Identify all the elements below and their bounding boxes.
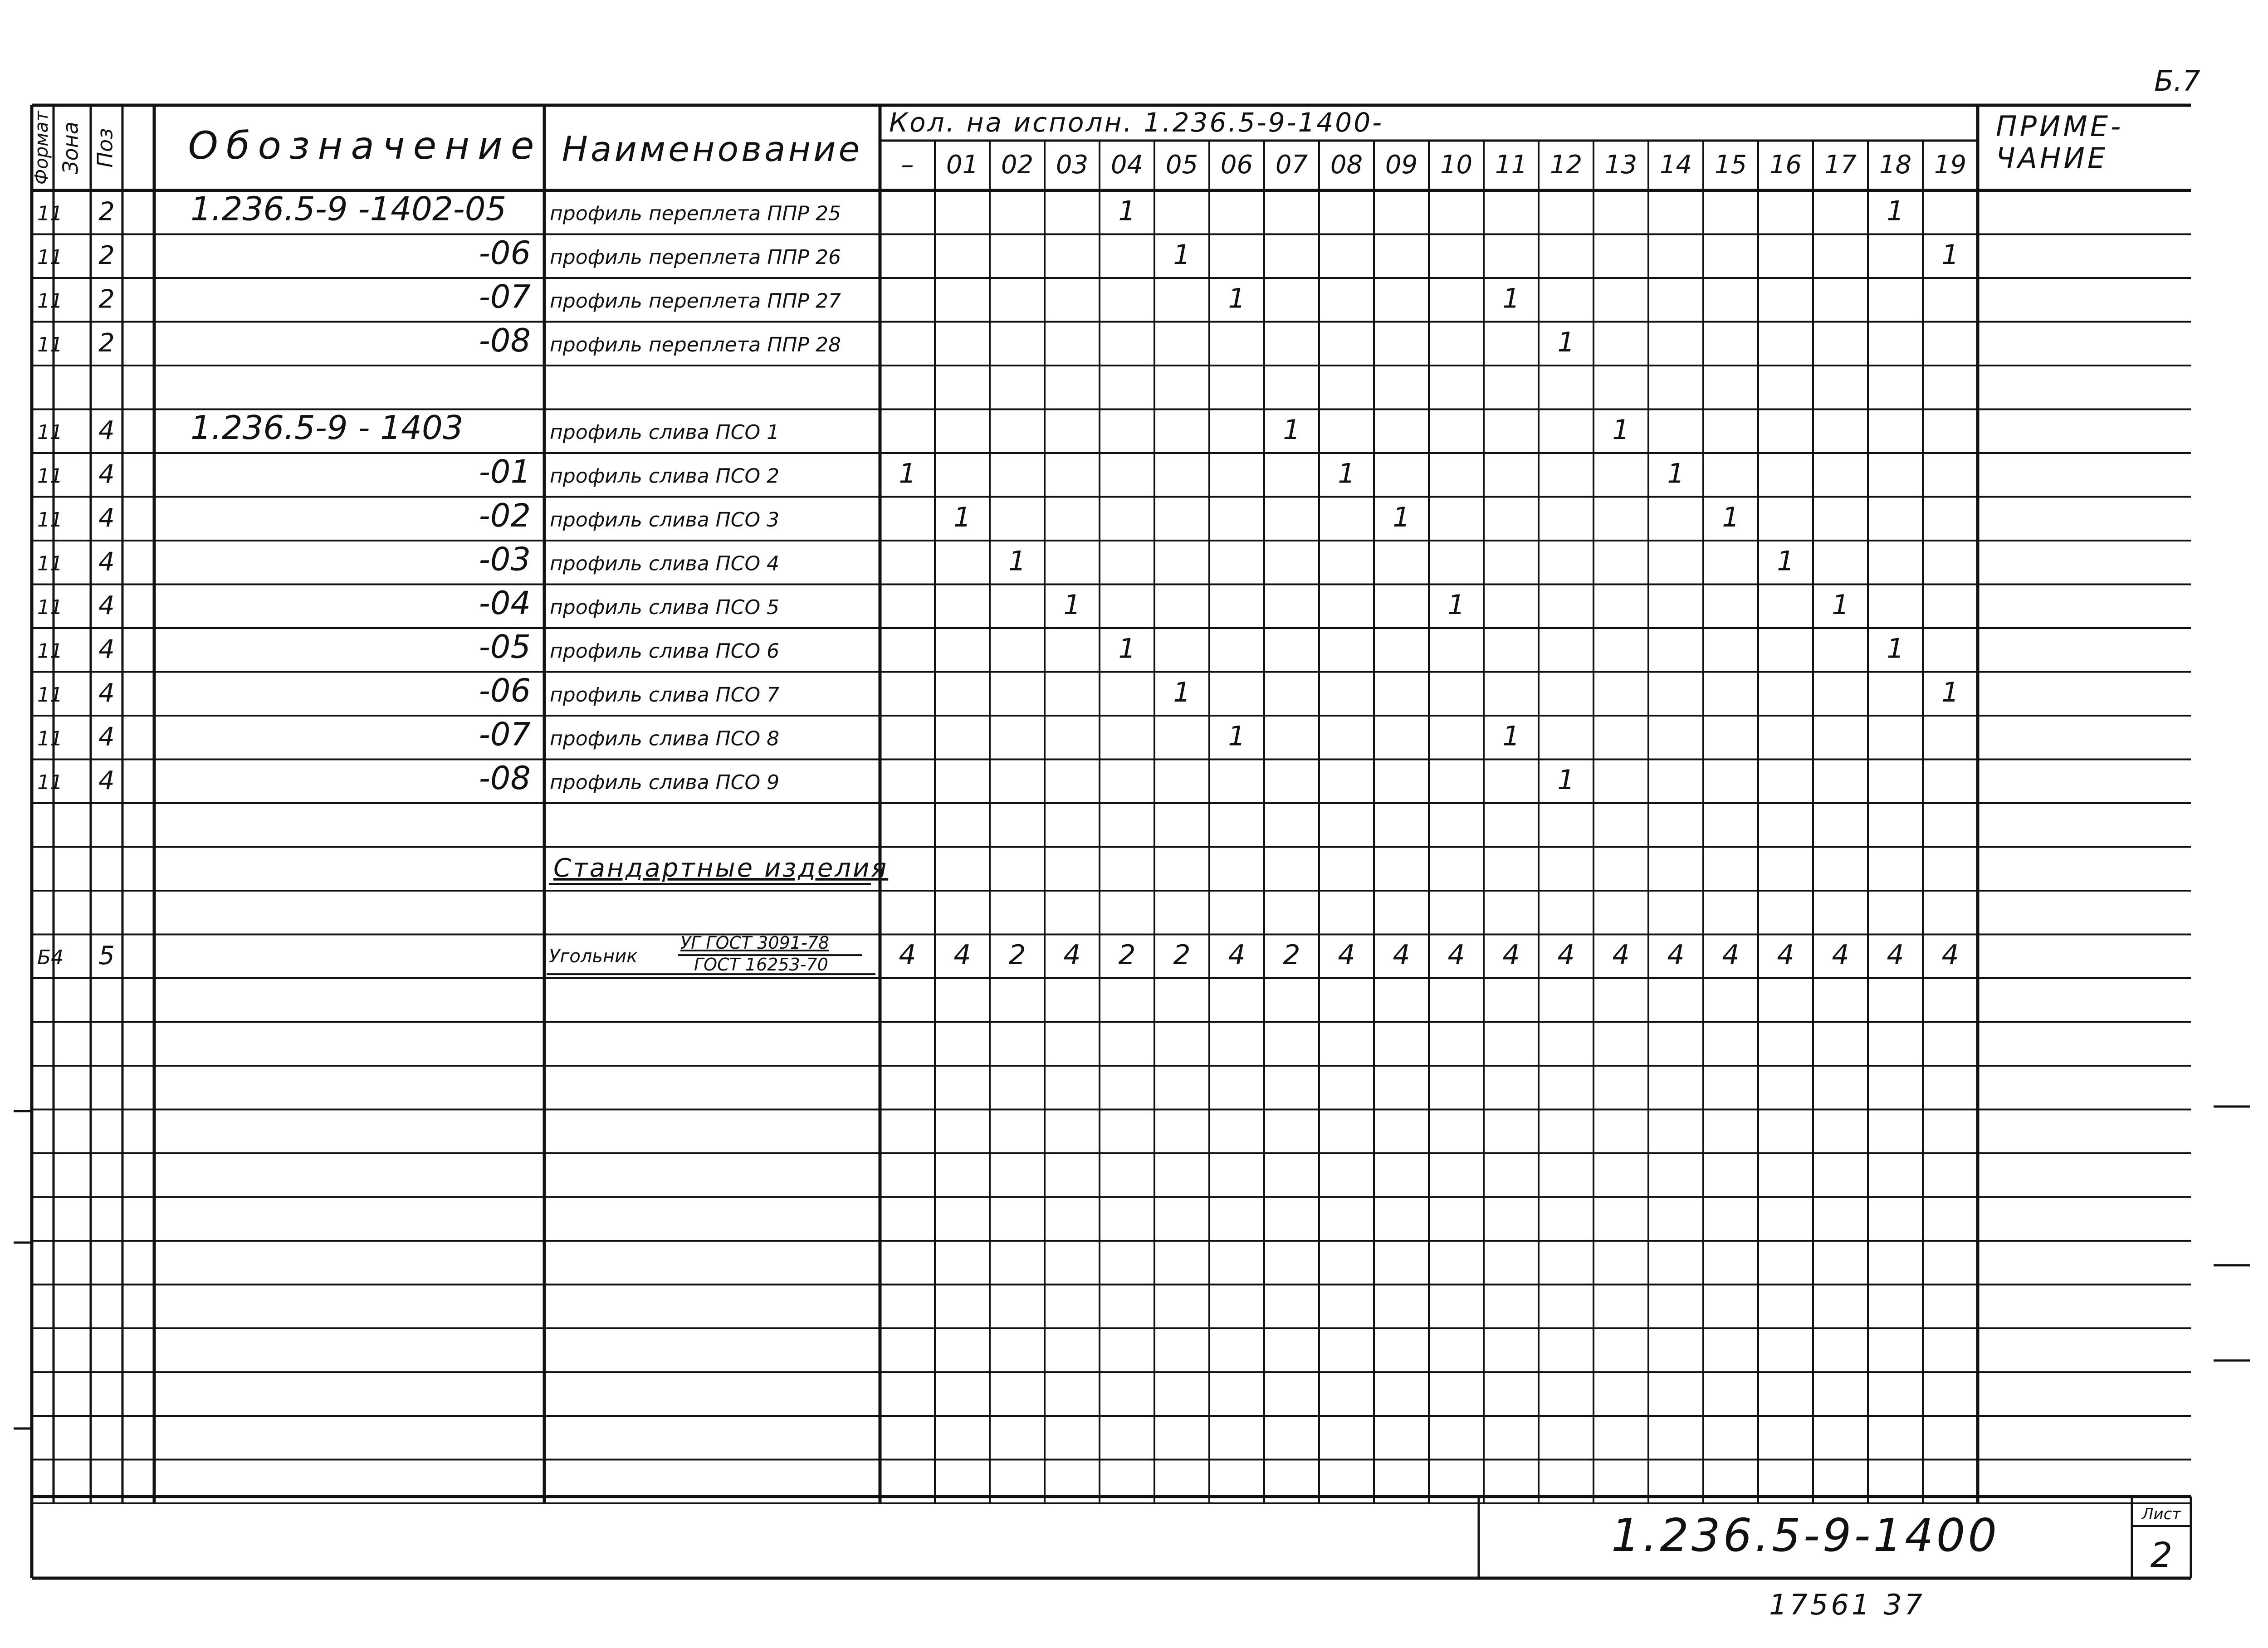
cell-format: 11 (37, 421, 63, 444)
footer-number: 17561 37 (1769, 1588, 1925, 1621)
cell-name-fraction-bottom: ГОСТ 16253-70 (694, 955, 828, 975)
table-header (31, 107, 2123, 185)
qty-cell-15: 4 (1722, 939, 1740, 971)
cell-format: 11 (37, 464, 63, 488)
cell-name: профиль слива ПСО 8 (550, 727, 780, 751)
cell-name: профиль слива ПСО 7 (550, 683, 780, 707)
variant-header-7: 07 (1275, 150, 1308, 180)
qty-cell-8: 4 (1338, 939, 1355, 971)
qty-cell-5: 1 (1173, 677, 1191, 709)
qty-cell-18: 1 (1887, 633, 1904, 665)
qty-cell-17: 4 (1832, 939, 1849, 971)
qty-cell-6: 1 (1228, 720, 1246, 752)
qty-cell-19: 1 (1941, 239, 1959, 271)
table-row (37, 585, 1849, 622)
qty-cell-11: 4 (1502, 939, 1520, 971)
table-row (37, 629, 1904, 666)
qty-cell-19: 4 (1941, 939, 1959, 971)
table-row (37, 716, 1520, 753)
table-row (37, 322, 1575, 359)
cell-name: профиль слива ПСО 4 (550, 552, 780, 575)
qty-cell-3: 4 (1063, 939, 1081, 971)
cell-name-section: Стандартные изделия (553, 853, 889, 883)
document-code: 1.236.5-9-1400 (1611, 1509, 1999, 1562)
table-row (37, 760, 1575, 797)
cell-designation: -08 (479, 322, 531, 360)
cell-designation: -06 (479, 672, 531, 710)
table-body (37, 190, 1959, 975)
cell-designation: -07 (479, 278, 531, 316)
cell-format: 11 (37, 508, 63, 532)
variant-header-16: 16 (1769, 150, 1802, 180)
variant-header-15: 15 (1714, 150, 1747, 180)
qty-cell-9: 1 (1393, 502, 1410, 534)
qty-cell-12: 4 (1557, 939, 1575, 971)
cell-name: профиль слива ПСО 1 (550, 421, 780, 444)
qty-cell-5: 1 (1173, 239, 1191, 271)
variant-header-5: 05 (1165, 150, 1198, 180)
cell-name: профиль слива ПСО 5 (550, 596, 780, 619)
cell-format: 11 (37, 289, 63, 313)
variant-header-3: 03 (1056, 150, 1089, 180)
cell-name: профиль слива ПСО 3 (550, 508, 780, 532)
cell-pos: 2 (98, 197, 115, 227)
cell-name: профиль переплета ППР 28 (550, 333, 841, 357)
qty-cell-16: 1 (1777, 545, 1794, 577)
cell-pos: 4 (98, 459, 115, 489)
cell-pos: 5 (98, 941, 115, 971)
cell-pos: 4 (98, 503, 115, 533)
table-row (549, 853, 888, 884)
cell-pos: 2 (98, 328, 115, 358)
cell-pos: 4 (98, 722, 115, 752)
variant-header-9: 09 (1385, 150, 1418, 180)
qty-cell-12: 1 (1557, 327, 1575, 359)
cell-format: Б4 (37, 946, 64, 970)
qty-cell-4: 1 (1118, 633, 1136, 665)
header-designation: Обозначение (188, 123, 543, 168)
header-format: Формат (31, 111, 52, 185)
cell-pos: 2 (98, 284, 115, 314)
cell-designation: -01 (479, 453, 531, 491)
qty-cell-8: 1 (1338, 458, 1355, 490)
header-name: Наименование (562, 129, 863, 169)
qty-cell-6: 1 (1228, 283, 1246, 315)
cell-designation: -02 (479, 497, 531, 535)
header-qty-caption: Кол. на исполн. 1.236.5-9-1400- (889, 107, 1384, 138)
cell-pos: 4 (98, 416, 115, 446)
cell-designation: -06 (479, 234, 531, 272)
cell-format: 11 (37, 246, 63, 269)
cell-format: 11 (37, 639, 63, 663)
table-row (37, 234, 1959, 272)
qty-cell-19: 1 (1941, 677, 1959, 709)
qty-cell-15: 1 (1722, 502, 1740, 534)
title-block (14, 64, 2250, 1621)
table-row (37, 453, 1685, 491)
cell-name: профиль переплета ППР 26 (550, 246, 841, 269)
cell-designation: -08 (479, 760, 531, 797)
cell-name: профиль переплета ППР 25 (550, 202, 841, 225)
variant-header-17: 17 (1824, 150, 1857, 180)
qty-cell-3: 1 (1063, 589, 1081, 621)
cell-format: 11 (37, 202, 63, 225)
qty-cell-11: 1 (1502, 720, 1520, 752)
table-row (37, 190, 1904, 228)
variant-header-13: 13 (1604, 150, 1637, 180)
variant-header-6: 06 (1220, 150, 1253, 180)
variant-header-4: 04 (1110, 150, 1144, 180)
header-pos: Поз (93, 128, 117, 168)
qty-cell-7: 1 (1283, 414, 1300, 446)
qty-cell-9: 4 (1393, 939, 1410, 971)
variant-header-11: 11 (1495, 150, 1528, 180)
sheet-label: Лист (2141, 1505, 2181, 1523)
cell-name: профиль переплета ППР 27 (550, 289, 841, 313)
table-row (37, 541, 1794, 578)
header-note-cont: ЧАНИЕ (1996, 141, 2108, 175)
qty-cell-12: 1 (1557, 764, 1575, 796)
qty-cell-0: 4 (899, 939, 916, 971)
qty-cell-10: 4 (1447, 939, 1465, 971)
variant-header-2: 02 (1001, 150, 1034, 180)
cell-designation: -03 (479, 541, 531, 578)
qty-cell-0: 1 (899, 458, 916, 490)
cell-name: профиль слива ПСО 9 (550, 771, 780, 795)
cell-format: 11 (37, 333, 63, 357)
qty-cell-4: 2 (1118, 939, 1136, 971)
qty-cell-13: 1 (1612, 414, 1630, 446)
qty-cell-6: 4 (1228, 939, 1246, 971)
cell-designation: 1.236.5-9 - 1403 (191, 409, 464, 447)
variant-header-10: 10 (1440, 150, 1473, 180)
cell-name: профиль слива ПСО 6 (550, 639, 780, 663)
qty-cell-18: 4 (1887, 939, 1904, 971)
qty-cell-16: 4 (1777, 939, 1794, 971)
sheet-number: 2 (2150, 1535, 2173, 1575)
variant-header-14: 14 (1659, 150, 1692, 180)
cell-name: Угольник (549, 946, 638, 967)
qty-cell-2: 2 (1008, 939, 1026, 971)
qty-cell-18: 1 (1887, 195, 1904, 227)
header-note: ПРИМЕ- (1996, 110, 2124, 143)
variant-header-19: 19 (1934, 150, 1967, 180)
variant-header-8: 08 (1330, 150, 1363, 180)
qty-cell-7: 2 (1283, 939, 1300, 971)
table-row (37, 409, 1630, 447)
variant-header-1: 01 (946, 150, 979, 180)
cell-designation: -07 (479, 716, 531, 753)
variant-header-0: – (901, 150, 914, 180)
variant-header-18: 18 (1879, 150, 1912, 180)
qty-cell-13: 4 (1612, 939, 1630, 971)
cell-designation: -05 (479, 628, 531, 666)
qty-cell-1: 4 (953, 939, 971, 971)
qty-cell-14: 4 (1667, 939, 1685, 971)
cell-pos: 4 (98, 634, 115, 664)
cell-format: 11 (37, 596, 63, 619)
qty-cell-11: 1 (1502, 283, 1520, 315)
qty-cell-2: 1 (1008, 545, 1026, 577)
cell-designation: -04 (479, 585, 531, 622)
cell-format: 11 (37, 727, 63, 751)
cell-pos: 4 (98, 591, 115, 621)
cell-format: 11 (37, 552, 63, 575)
cell-pos: 4 (98, 678, 115, 708)
cell-format: 11 (37, 771, 63, 795)
qty-cell-1: 1 (953, 502, 971, 534)
header-zone: Зона (58, 122, 83, 174)
qty-cell-5: 2 (1173, 939, 1191, 971)
table-row (37, 933, 1959, 975)
cell-format: 11 (37, 683, 63, 707)
qty-cell-10: 1 (1447, 589, 1465, 621)
cell-name-fraction-top: УГ ГОСТ 3091-78 (680, 933, 830, 953)
corner-mark: Б.7 (2154, 64, 2200, 98)
qty-cell-4: 1 (1118, 195, 1136, 227)
cell-name: профиль слива ПСО 2 (550, 464, 780, 488)
variant-header-12: 12 (1549, 150, 1583, 180)
cell-pos: 4 (98, 547, 115, 577)
cell-pos: 2 (98, 241, 115, 271)
table-row (37, 672, 1959, 709)
table-grid (32, 105, 2191, 1578)
qty-cell-14: 1 (1667, 458, 1685, 490)
cell-designation: 1.236.5-9 -1402-05 (191, 190, 507, 228)
cell-pos: 4 (98, 766, 115, 796)
table-row (37, 278, 1520, 316)
qty-cell-17: 1 (1832, 589, 1849, 621)
